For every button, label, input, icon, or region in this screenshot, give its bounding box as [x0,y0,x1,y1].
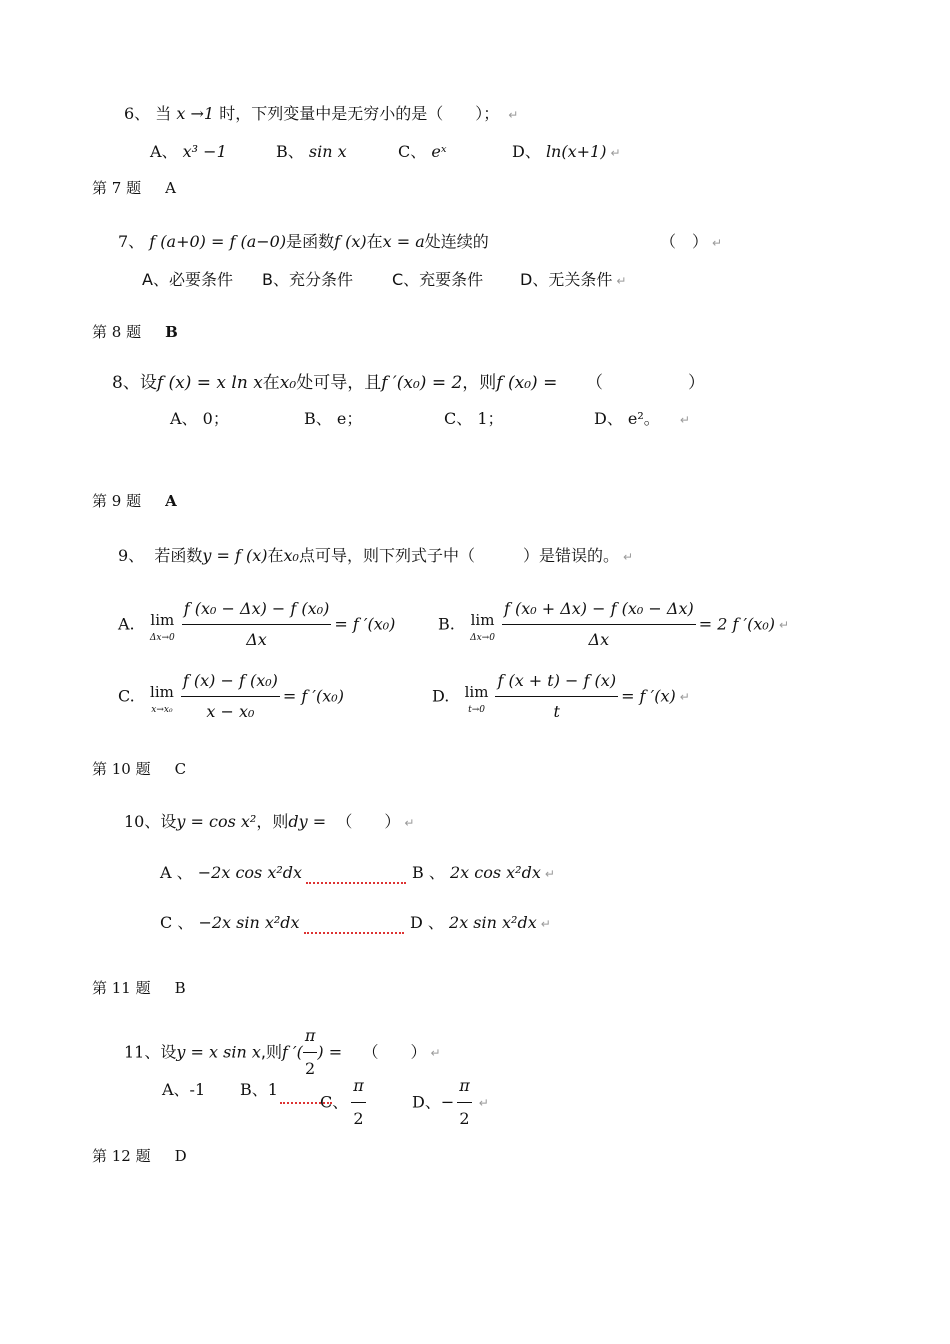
return-mark-icon: ↵ [430,1045,441,1060]
return-mark-icon: ↵ [622,550,634,564]
fraction-numerator: π [303,1022,318,1053]
q7-stem-in: 在 [366,232,383,251]
q8-paren-text: （ ） [586,373,705,393]
q11-stem-then: ,则 [260,1042,282,1062]
lim-word: lim [150,682,174,701]
q7-option-c: C、充要条件 [392,270,484,289]
q8-stem-cond: f ′(x₀) = 2 [381,373,463,393]
q9-option-c-fraction [181,668,280,725]
q9-option-a-rhs: = f ′(x₀) [334,614,396,634]
q11-number: 11、 [124,1042,161,1062]
q9-option-d-lim [465,679,489,715]
answer-7-letter: A [165,179,176,197]
return-mark-icon: ↵ [712,236,723,250]
q8-option-d-text: D、 e²。 [594,409,660,428]
fraction-denominator: x − x₀ [206,702,255,721]
q10-stem-then: ，则 [256,812,289,831]
q9-stem-prefix: 若函数 [154,546,203,565]
answer-8-label: 第 8 题 [92,323,142,341]
answer-12-letter: D [174,1147,187,1165]
q11-option-b-text: B、1 [240,1080,278,1099]
fraction-numerator: f (x₀ + Δx) − f (x₀ − Δx) [502,596,696,625]
q11-stem [124,1022,441,1083]
q11-option-d [412,1072,489,1133]
q9-option-c [118,668,344,725]
q9-option-d-fraction [495,668,618,725]
q9-option-a-fraction [182,596,332,653]
lim-subscript: Δx→0 [470,632,495,643]
q9-stem-x0: x₀ [283,546,299,565]
q9-stem-suffix: 点可导，则下列式子中（ ）是错误的。 [298,546,619,565]
q11-option-c-fraction [351,1072,366,1133]
q11-stem-close: ) = [317,1042,343,1062]
q9-option-b [438,596,789,653]
q7-stem-mid: 是函数 [286,232,335,251]
return-mark-icon: ↵ [404,816,415,830]
q6-option-b [276,141,347,163]
q9-option-a [118,596,395,653]
fraction-denominator: 2 [305,1059,316,1078]
fraction-denominator: Δx [246,630,267,649]
q11-option-b [240,1076,332,1104]
q7-paren-text: （ ） [660,232,709,251]
q6-option-a [150,141,227,163]
return-mark-icon: ↵ [779,617,790,632]
answer-12-label: 第 12 题 [92,1147,151,1165]
q8-stem [112,372,557,394]
fraction-numerator: f (x + t) − f (x) [495,668,618,697]
q11-option-d-sign: − [440,1092,455,1112]
q6-stem-prefix: 当 [155,104,172,123]
answer-11 [92,977,186,999]
q9-option-b-lim [470,607,495,643]
return-mark-icon: ↵ [508,108,519,122]
q8-stem-fx: f (x) = x ln x [156,373,263,393]
q7-option-a: A、必要条件 [142,270,233,289]
q6-option-d-label: D、 [512,142,541,161]
q10-option-d-value: 2x sin x²dx [449,913,537,932]
q9-option-d [432,668,690,725]
q6-option-b-label: B、 [276,142,304,161]
q11-option-d-fraction [457,1072,472,1133]
q10-stem [124,811,414,834]
q10-paren: （ ） [336,812,401,831]
q10-stem-prefix: 设 [160,812,177,831]
return-mark-icon: ↵ [610,146,621,160]
return-mark-icon: ↵ [544,867,555,881]
q11-paren: （ ） [362,1042,427,1062]
q11-stem-prefix: 设 [160,1042,177,1062]
q6-option-b-value: sin x [308,142,347,161]
q9-option-c-lim [150,679,174,715]
answer-11-label: 第 11 题 [92,979,151,997]
q6-option-c-label: C、 [398,142,427,161]
q10-stem-y: y = cos x² [176,812,257,831]
q8-option-d [594,408,690,431]
lim-word: lim [470,610,495,629]
lim-subscript: x→x₀ [151,704,173,715]
q10-option-b-value: 2x cos x²dx [449,863,541,882]
answer-8-letter: B [165,323,178,341]
spellcheck-underline-icon [306,876,406,884]
q6-stem-cond: x →1 [176,104,215,123]
q11-option-d-label: D、 [412,1092,441,1112]
answer-8 [92,321,178,343]
answer-11-letter: B [174,979,186,997]
lim-subscript: t→0 [468,704,485,715]
q8-number: 8、 [112,373,140,393]
q9-stem-y: y = f (x) [202,546,268,565]
q6-option-c-value: eˣ [431,142,447,161]
q9-option-a-lim [150,607,175,643]
q9-option-a-label: A. [118,614,135,634]
q6-option-d-value: ln(x+1) [545,142,607,161]
q7-stem-suffix: 处连续的 [424,232,489,251]
q8-stem-then: ，则 [462,373,497,393]
q10-option-a-label: A 、 [160,863,193,882]
q9-option-c-rhs: = f ′(x₀) [282,686,344,706]
q6-stem [124,103,518,126]
q9-number: 9、 [118,546,145,565]
q10-option-c [160,912,404,934]
q11-option-a: A、-1 [162,1080,206,1099]
answer-7 [92,177,176,199]
q8-stem-prefix: 设 [139,373,157,393]
q11-stem-f: f ′( [281,1042,303,1062]
q11-stem-y: y = x sin x [176,1042,261,1062]
q11-option-c-label: C、 [320,1092,349,1112]
q6-option-a-value: x³ −1 [182,142,227,161]
q8-stem-mid: 处可导，且 [296,373,382,393]
q6-stem-suffix: 时，下列变量中是无穷小的是（ ）； [219,104,500,123]
q9-stem [118,545,633,568]
q6-option-c [398,141,447,163]
answer-9-label: 第 9 题 [92,492,142,510]
q9-option-b-label: B. [438,614,455,634]
q7-stem-xa: x = a [382,232,425,251]
q6-option-d [512,141,621,164]
q9-option-d-rhs: = f ′(x) [621,686,676,706]
fraction-numerator: f (x₀ − Δx) − f (x₀) [182,596,332,625]
answer-7-label: 第 7 题 [92,179,142,197]
q8-stem-query: f (x₀) = [496,373,558,393]
q8-stem-in: 在 [262,373,280,393]
q6-number: 6、 [124,104,151,123]
return-mark-icon: ↵ [478,1095,489,1110]
q10-option-c-label: C 、 [160,913,194,932]
q9-option-d-label: D. [432,686,450,706]
q10-number: 10、 [124,812,161,831]
return-mark-icon: ↵ [679,413,690,427]
q10-option-a [160,862,406,884]
fraction-numerator: π [457,1072,472,1103]
lim-word: lim [150,610,175,629]
q10-option-b [412,862,555,885]
lim-subscript: Δx→0 [149,632,175,643]
q9-option-b-rhs: = 2 f ′(x₀) [698,614,776,634]
fraction-denominator: t [553,702,560,721]
q7-paren [660,231,722,254]
q10-option-d-label: D 、 [410,913,444,932]
lim-word: lim [464,682,489,701]
fraction-denominator: 2 [353,1109,364,1128]
q7-stem [118,231,489,253]
q7-stem-math: f (a+0) = f (a−0) [149,232,287,251]
q8-option-b: B、 e； [304,409,363,428]
q7-stem-fx: f (x) [334,232,367,251]
q7-option-b: B、充分条件 [262,270,353,289]
q8-stem-x0: x₀ [279,373,297,393]
answer-10-letter: C [174,760,187,778]
answer-10 [92,758,186,780]
q9-option-c-label: C. [118,686,135,706]
q10-option-b-label: B 、 [412,863,445,882]
q8-paren [586,372,705,394]
fraction-denominator: 2 [459,1109,470,1128]
answer-12 [92,1145,187,1167]
return-mark-icon: ↵ [679,689,690,704]
q11-option-c [320,1072,369,1133]
return-mark-icon: ↵ [540,917,551,931]
q10-option-d [410,912,551,935]
q9-option-b-fraction [502,596,696,653]
q11-stem-fraction [303,1022,318,1083]
q8-option-a: A、 0； [170,409,229,428]
return-mark-icon: ↵ [616,274,627,288]
fraction-denominator: Δx [588,630,610,649]
answer-9-letter: A [165,492,177,510]
answer-10-label: 第 10 题 [92,760,151,778]
fraction-numerator: π [351,1072,366,1103]
fraction-numerator: f (x) − f (x₀) [181,668,280,697]
q7-option-d-text: D、无关条件 [520,270,613,289]
q7-option-d [520,269,626,292]
q10-option-a-value: −2x cos x²dx [197,863,303,882]
q8-option-c: C、 1； [444,409,504,428]
q10-stem-dy: dy = [288,812,327,831]
q10-option-c-value: −2x sin x²dx [198,913,300,932]
answer-9 [92,490,177,512]
q7-number: 7、 [118,232,145,251]
q6-option-a-label: A、 [150,142,178,161]
spellcheck-underline-icon [304,926,404,934]
q9-stem-in: 在 [267,546,284,565]
